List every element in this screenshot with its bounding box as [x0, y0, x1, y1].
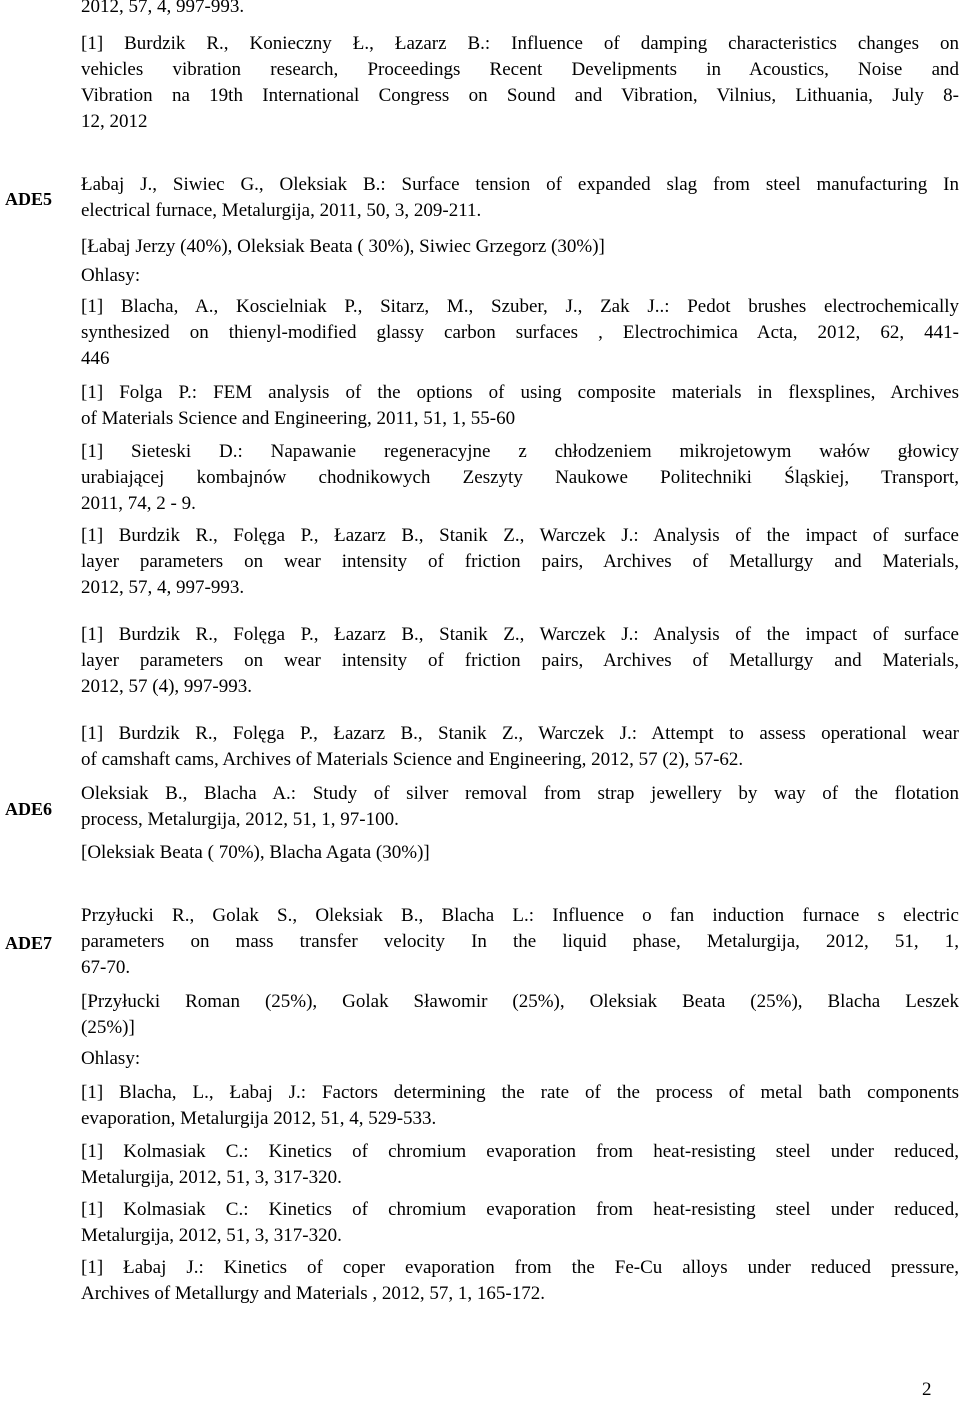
previous-page-tail: 2012, 57, 4, 997-993. — [81, 0, 245, 17]
citation-entry — [81, 294, 959, 372]
reference-line: vehicles vibration research, Proceedings Recent Develipments in Acoustics, Noise and — [81, 59, 959, 80]
publication-line: electrical furnace, Metalurgija, 2011, 50, 3, 209-211. — [81, 200, 482, 221]
publication-line: Łabaj J., Siwiec G., Oleksiak B.: Surface tension of expanded slag from steel manufacturing In — [81, 174, 959, 195]
citation-line: Archives of Metallurgy and Materials , 2012, 57, 1, 165-172. — [81, 1283, 546, 1304]
citation-entry — [81, 523, 959, 601]
publication-entry — [81, 781, 959, 833]
publication-line: 67-70. — [81, 957, 131, 978]
citation-entry — [81, 439, 959, 517]
reference-entry — [81, 31, 959, 135]
citation-line: of Materials Science and Engineering, 2011, 51, 1, 55-60 — [81, 408, 516, 429]
citation-line: [1] Blacha, A., Koscielniak P., Sitarz, M., Szuber, J., Zak J..: Pedot brushes electrochemically — [81, 296, 959, 317]
publication-line: parameters on mass transfer velocity In the liquid phase, Metalurgija, 2012, 51, 1, — [81, 931, 959, 952]
citations-label: Ohlasy: — [81, 1048, 141, 1069]
reference-line: 12, 2012 — [81, 111, 148, 132]
citation-line: [1] Burdzik R., Folęga P., Łazarz B., Stanik Z., Warczek J.: Attempt to assess operational wear — [81, 723, 959, 744]
reference-line: [1] Burdzik R., Konieczny Ł., Łazarz B.: Influence of damping characteristics changes on — [81, 33, 959, 54]
citation-line: layer parameters on wear intensity of friction pairs, Archives of Metallurgy and Materials, — [81, 551, 959, 572]
citation-entry — [81, 1080, 959, 1132]
citation-line: [1] Kolmasiak C.: Kinetics of chromium evaporation from heat-resisting steel under reduced, — [81, 1141, 959, 1162]
section-label-ade5: ADE5 — [5, 189, 53, 209]
citation-entry — [81, 1197, 959, 1249]
author-shares: [Oleksiak Beata ( 70%), Blacha Agata (30%)] — [81, 842, 430, 863]
author-shares-line: [Przyłucki Roman (25%), Golak Sławomir (25%), Oleksiak Beata (25%), Blacha Leszek — [81, 991, 959, 1012]
citation-line: evaporation, Metalurgija 2012, 51, 4, 529-533. — [81, 1108, 437, 1129]
citation-entry — [81, 1255, 959, 1307]
citation-entry — [81, 1139, 959, 1191]
page-number: 2 — [922, 1379, 932, 1400]
citation-line: [1] Burdzik R., Folęga P., Łazarz B., Stanik Z., Warczek J.: Analysis of the impact of surface — [81, 624, 959, 645]
publication-line: Oleksiak B., Blacha A.: Study of silver removal from strap jewellery by way of the flotation — [81, 783, 959, 804]
citation-line: [1] Kolmasiak C.: Kinetics of chromium evaporation from heat-resisting steel under reduced, — [81, 1199, 959, 1220]
citation-line: [1] Łabaj J.: Kinetics of coper evaporation from the Fe-Cu alloys under reduced pressure, — [81, 1257, 959, 1278]
citation-line: layer parameters on wear intensity of friction pairs, Archives of Metallurgy and Materials, — [81, 650, 959, 671]
citation-line: 446 — [81, 348, 110, 369]
citation-line: Metalurgija, 2012, 51, 3, 317-320. — [81, 1225, 342, 1246]
section-label-ade7: ADE7 — [5, 933, 53, 953]
citation-line: 2012, 57, 4, 997-993. — [81, 577, 245, 598]
citation-line: [1] Blacha, L., Łabaj J.: Factors determining the rate of the process of metal bath components — [81, 1082, 959, 1103]
citation-line: [1] Burdzik R., Folęga P., Łazarz B., Stanik Z., Warczek J.: Analysis of the impact of surface — [81, 525, 959, 546]
citation-entry — [81, 380, 959, 432]
citation-line: synthesized on thienyl-modified glassy carbon surfaces , Electrochimica Acta, 2012, 62, 441- — [81, 322, 959, 343]
citation-line: 2012, 57 (4), 997-993. — [81, 676, 252, 697]
author-shares — [81, 989, 959, 1041]
publication-line: process, Metalurgija, 2012, 51, 1, 97-100. — [81, 809, 399, 830]
publication-line: Przyłucki R., Golak S., Oleksiak B., Blacha L.: Influence o fan induction furnace s electric — [81, 905, 959, 926]
citation-entry — [81, 721, 959, 773]
citation-line: [1] Sieteski D.: Napawanie regeneracyjne z chłodzeniem mikrojetowym wałów głowicy — [81, 441, 959, 462]
author-shares: [Łabaj Jerzy (40%), Oleksiak Beata ( 30%), Siwiec Grzegorz (30%)] — [81, 236, 605, 257]
citation-line: urabiającej kombajnów chodnikowych Zeszyty Naukowe Politechniki Śląskiej, Transport, — [81, 467, 959, 488]
citation-entry — [81, 622, 959, 700]
citation-line: [1] Folga P.: FEM analysis of the options of using composite materials in flexsplines, Archives — [81, 382, 959, 403]
citation-line: Metalurgija, 2012, 51, 3, 317-320. — [81, 1167, 342, 1188]
publication-entry — [81, 903, 959, 981]
author-shares-line: (25%)] — [81, 1017, 135, 1038]
section-label-ade6: ADE6 — [5, 799, 53, 819]
citation-line: of camshaft cams, Archives of Materials Science and Engineering, 2012, 57 (2), 57-62. — [81, 749, 744, 770]
citation-line: 2011, 74, 2 - 9. — [81, 493, 196, 514]
publication-entry — [81, 172, 959, 224]
reference-line: Vibration na 19th International Congress on Sound and Vibration, Vilnius, Lithuania, July 8- — [81, 85, 959, 106]
citations-label: Ohlasy: — [81, 265, 141, 286]
